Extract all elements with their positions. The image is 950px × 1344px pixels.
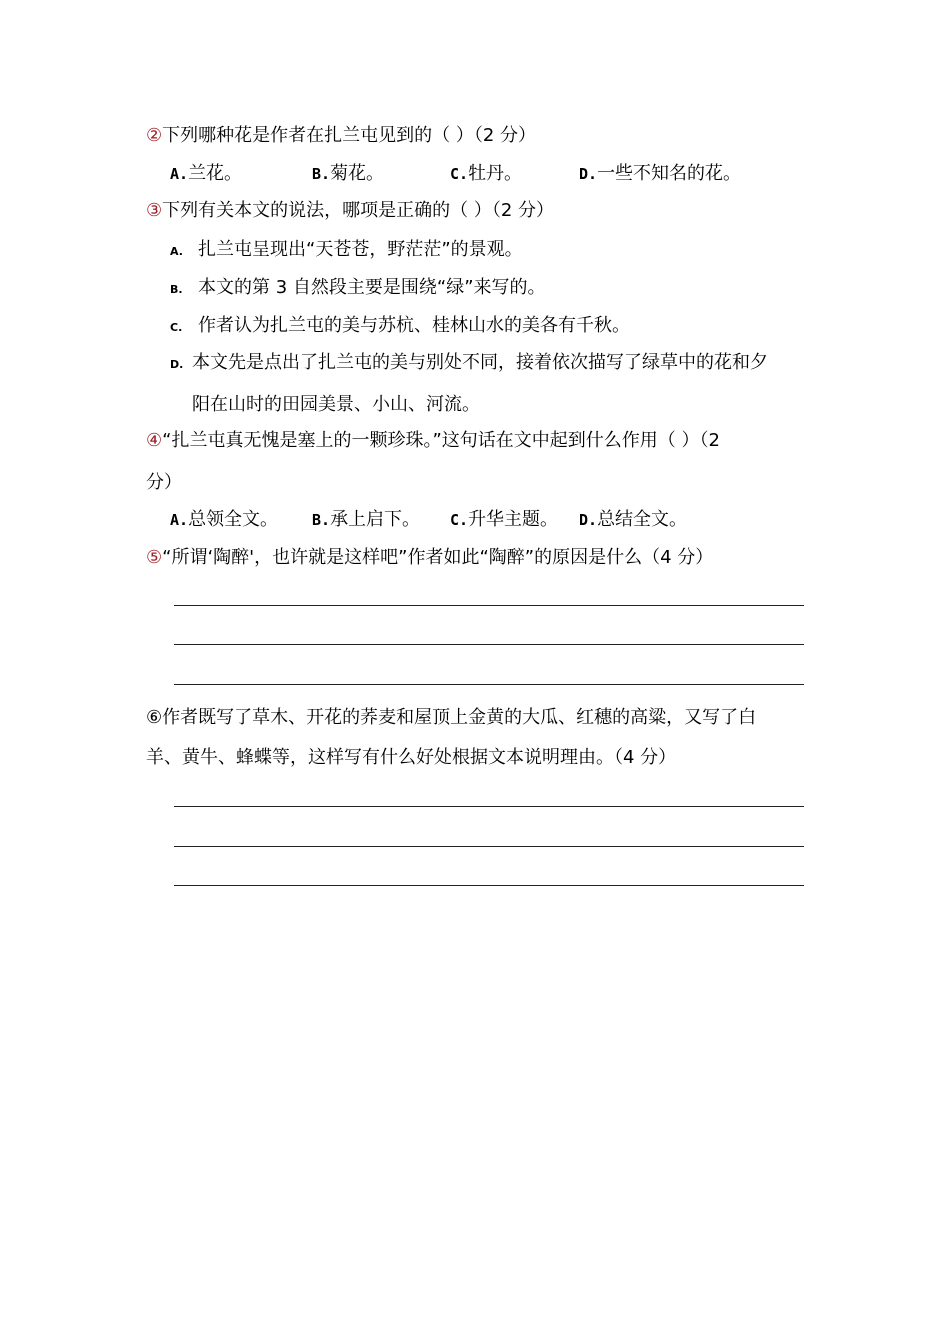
question-4-continued: 分） <box>146 472 182 493</box>
question-stem: “所谓‘陶醉'，也许就是这样吧”作者如此“陶醉”的原因是什么（4 分） <box>162 547 714 568</box>
question-number: ③ <box>146 200 163 221</box>
answer-line[interactable] <box>174 885 804 886</box>
question-number: ⑥ <box>146 707 163 728</box>
option-a: A. 扎兰屯呈现出“天苍苍，野茫茫”的景观。 <box>170 239 523 260</box>
question-number: ⑤ <box>146 547 163 568</box>
option-d: D.一些不知名的花。 <box>579 163 742 184</box>
answer-line[interactable] <box>174 846 804 847</box>
option-b: B.菊花。 <box>312 163 385 184</box>
option-c: C.牡丹。 <box>450 163 523 184</box>
question-stem: 下列有关本文的说法，哪项是正确的（ ）（2 分） <box>162 200 555 221</box>
question-stem: “扎兰屯真无愧是塞上的一颗珍珠。”这句话在文中起到什么作用（ ）（2 <box>162 430 720 451</box>
option-a: A.兰花。 <box>170 163 243 184</box>
question-stem: 下列哪种花是作者在扎兰屯见到的（ ）（2 分） <box>162 125 537 146</box>
question-2 <box>146 124 536 148</box>
question-stem: 作者既写了草木、开花的荞麦和屋顶上金黄的大瓜、红穗的高粱，又写了白 <box>162 707 757 728</box>
question-5 <box>146 546 713 570</box>
question-6 <box>146 706 756 730</box>
question-3 <box>146 199 554 223</box>
answer-line[interactable] <box>174 605 804 606</box>
question-number: ④ <box>146 430 163 451</box>
option-d: D.总结全文。 <box>579 509 688 530</box>
option-a: A.总领全文。 <box>170 509 279 530</box>
question-4 <box>146 429 720 453</box>
option-c: C. 作者认为扎兰屯的美与苏杭、桂林山水的美各有千秋。 <box>170 315 630 336</box>
answer-line[interactable] <box>174 806 804 807</box>
answer-line[interactable] <box>174 644 804 645</box>
option-b: B.承上启下。 <box>312 509 421 530</box>
question-6-continued: 羊、黄牛、蜂蝶等，这样写有什么好处根据文本说明理由。（4 分） <box>146 747 677 768</box>
option-b: B. 本文的第 3 自然段主要是围绕“绿”来写的。 <box>170 277 546 298</box>
option-c: C.升华主题。 <box>450 509 559 530</box>
option-d-continued: 阳在山时的田园美景、小山、河流。 <box>192 394 480 415</box>
answer-line[interactable] <box>174 684 804 685</box>
question-number: ② <box>146 125 163 146</box>
option-d: D. 本文先是点出了扎兰屯的美与别处不同，接着依次描写了绿草中的花和夕 <box>170 352 768 373</box>
